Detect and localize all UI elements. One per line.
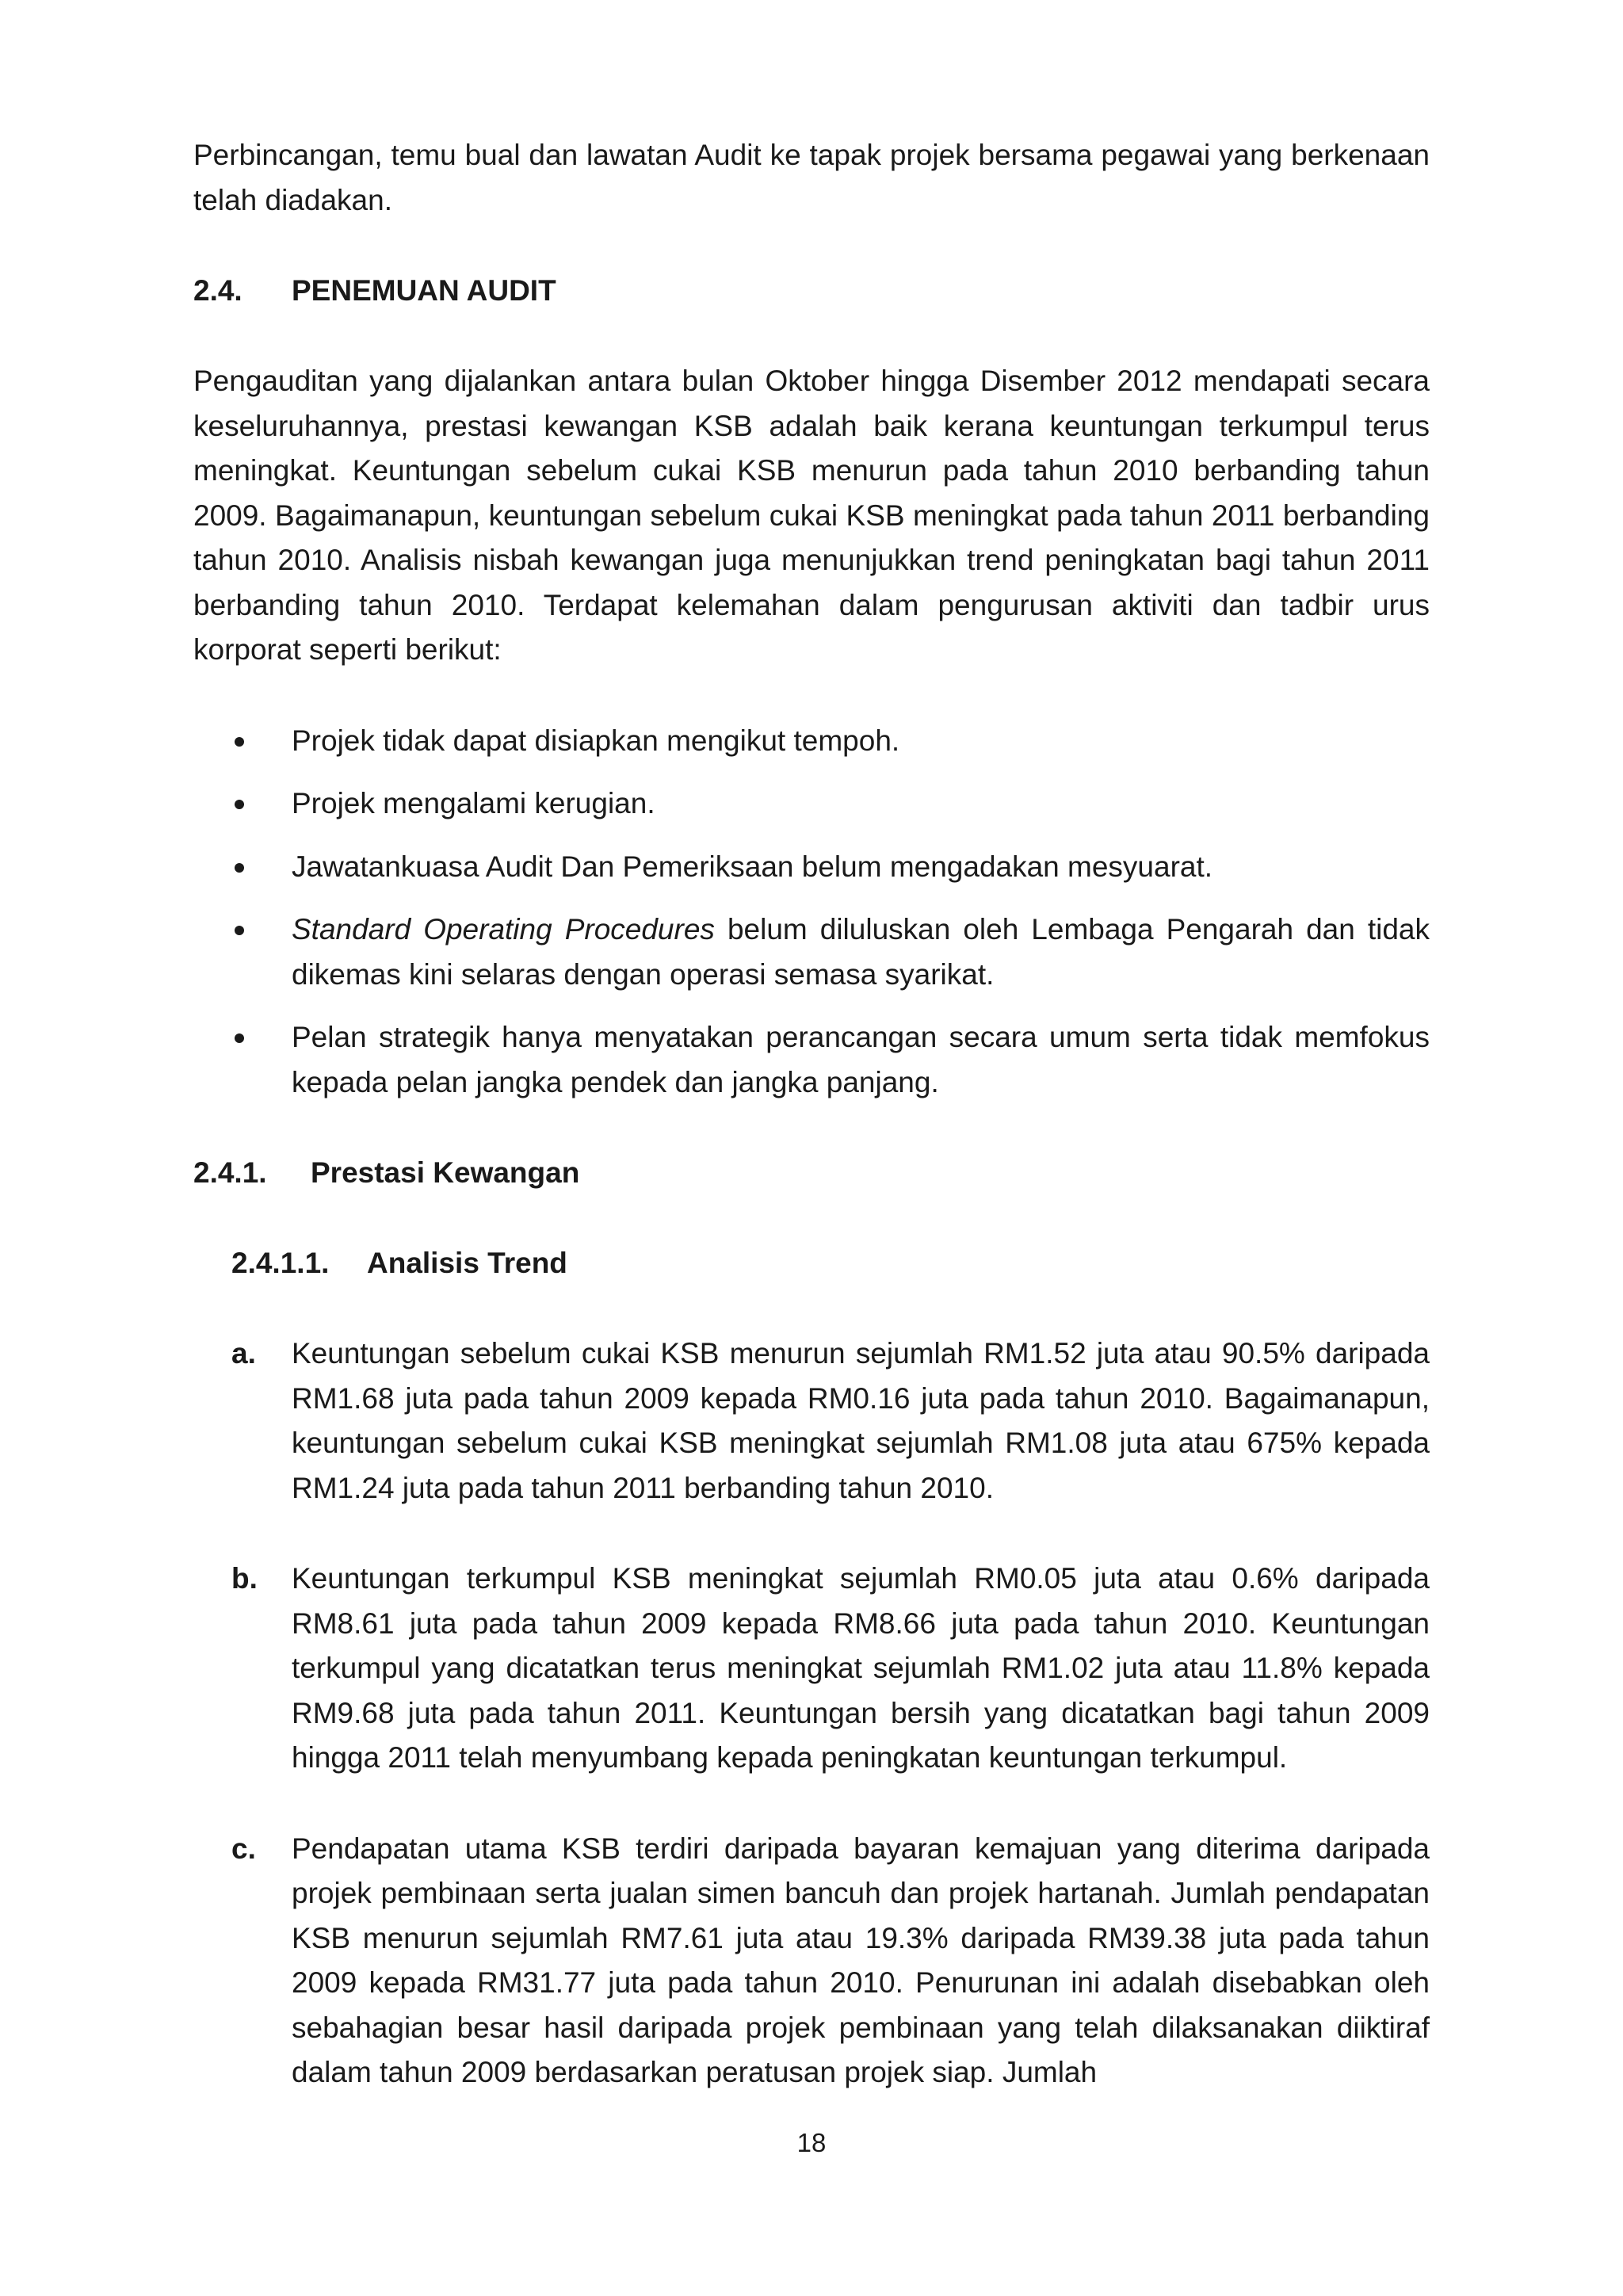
subsubsection-title: Analisis Trend	[367, 1247, 567, 1279]
bullet-text: Jawatankuasa Audit Dan Pemeriksaan belum mengadakan mesyuarat.	[292, 850, 1213, 883]
item-letter: c.	[231, 1832, 256, 1865]
bullet-text: Pelan strategik hanya menyatakan perancangan secara umum serta tidak memfokus kepada pelan jangka pendek dan jangka panjang.	[292, 1021, 1430, 1098]
section-title: PENEMUAN AUDIT	[292, 274, 556, 307]
bullet-text-rest: belum diluluskan oleh Lembaga Pengarah dan tidak dikemas kini selaras dengan operasi semasa syarikat.	[292, 913, 1430, 991]
list-item	[193, 845, 1430, 890]
subsubsection-heading	[231, 1241, 1430, 1286]
subsection-number: 2.4.1.	[193, 1156, 267, 1189]
subsection-title: Prestasi Kewangan	[311, 1156, 580, 1189]
section-heading	[193, 269, 1430, 313]
bullet-text	[292, 907, 1430, 997]
bullet-icon	[193, 907, 292, 997]
section-number: 2.4.	[193, 274, 242, 307]
list-item	[193, 1015, 1430, 1105]
findings-list	[193, 719, 1430, 1106]
analysis-item-a	[193, 1331, 1430, 1511]
analysis-item-c	[193, 1827, 1430, 2095]
item-letter: b.	[231, 1562, 258, 1595]
list-item	[193, 907, 1430, 997]
intro-paragraph: Perbincangan, temu bual dan lawatan Audit ke tapak projek bersama pegawai yang berkenaan telah diadakan.	[193, 139, 1430, 216]
page-number: 18	[796, 2128, 827, 2157]
page-content	[193, 133, 1430, 2141]
bullet-icon	[193, 781, 292, 827]
list-item	[193, 719, 1430, 764]
analysis-item-b	[193, 1557, 1430, 1781]
item-text: Pendapatan utama KSB terdiri daripada bayaran kemajuan yang diterima daripada projek pembinaan serta jualan simen bancuh dan projek hartanah. Jumlah pendapatan KSB menurun sejumlah RM7.61 juta atau 19.3% daripada RM39.38 juta pada tahun 2009 kepada RM31.77 juta pada tahun 2010. Penurunan ini adalah disebabkan oleh sebahagian besar hasil daripada projek pembinaan yang telah dilaksanakan diiktiraf dalam tahun 2009 berdasarkan peratusan projek siap. Jumlah	[292, 1832, 1430, 2088]
bullet-icon	[193, 1015, 292, 1105]
list-item	[193, 781, 1430, 827]
sop-italic-term: Standard Operating Procedures	[292, 913, 715, 946]
subsubsection-number: 2.4.1.1.	[231, 1247, 330, 1279]
bullet-icon	[193, 719, 292, 764]
bullet-icon	[193, 845, 292, 890]
bullet-text: Projek tidak dapat disiapkan mengikut tempoh.	[292, 724, 900, 757]
item-letter: a.	[231, 1337, 256, 1370]
bullet-text: Projek mengalami kerugian.	[292, 787, 655, 819]
summary-paragraph: Pengauditan yang dijalankan antara bulan Oktober hingga Disember 2012 mendapati secara keseluruhannya, prestasi kewangan KSB adalah baik kerana keuntungan terkumpul terus meningkat. Keuntungan sebelum cukai KSB menurun pada tahun 2010 berbanding tahun 2009. Bagaimanapun, keuntungan sebelum cukai KSB meningkat pada tahun 2011 berbanding tahun 2010. Analisis nisbah kewangan juga menunjukkan trend peningkatan bagi tahun 2011 berbanding tahun 2010. Terdapat kelemahan dalam pengurusan aktiviti dan tadbir urus korporat seperti berikut:	[193, 365, 1430, 666]
item-text: Keuntungan terkumpul KSB meningkat sejumlah RM0.05 juta atau 0.6% daripada RM8.61 juta pada tahun 2009 kepada RM8.66 juta pada tahun 2010. Keuntungan terkumpul yang dicatatkan terus meningkat sejumlah RM1.02 juta atau 11.8% kepada RM9.68 juta pada tahun 2011. Keuntungan bersih yang dicatatkan bagi tahun 2009 hingga 2011 telah menyumbang kepada peningkatan keuntungan terkumpul.	[292, 1562, 1430, 1774]
subsection-heading	[193, 1151, 1430, 1195]
item-text: Keuntungan sebelum cukai KSB menurun sejumlah RM1.52 juta atau 90.5% daripada RM1.68 juta pada tahun 2009 kepada RM0.16 juta pada tahun 2010. Bagaimanapun, keuntungan sebelum cukai KSB meningkat sejumlah RM1.08 juta atau 675% kepada RM1.24 juta pada tahun 2011 berbanding tahun 2010.	[292, 1337, 1430, 1504]
